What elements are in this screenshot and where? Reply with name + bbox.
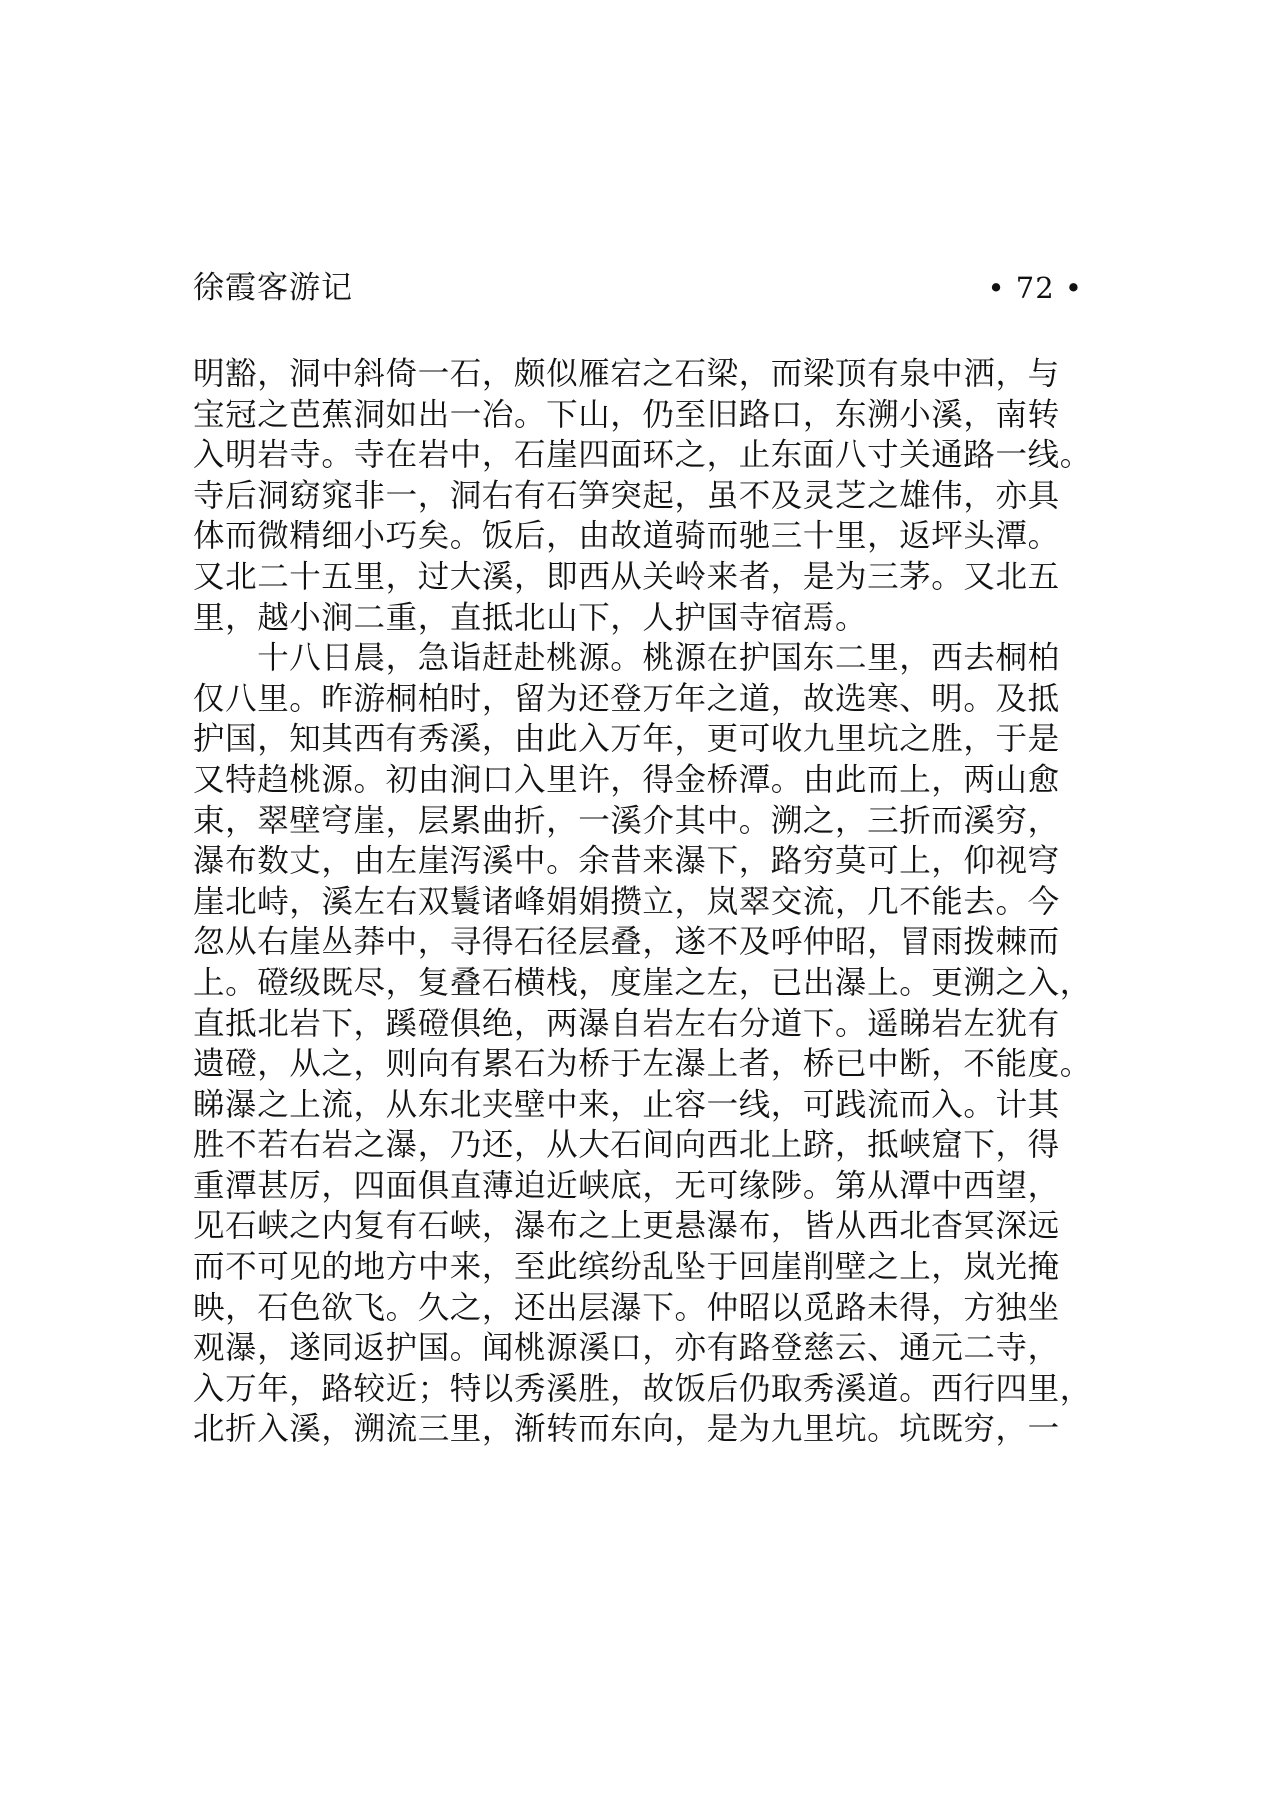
- book-title: 徐霞客游记: [193, 270, 353, 306]
- running-header: [193, 268, 1083, 308]
- text-line: 而不可见的地方中来，至此缤纷乱坠于回崖削壁之上，岚光掩: [193, 1249, 1060, 1286]
- text-line: 胜不若右岩之瀑，乃还，从大石间向西北上跻，抵峡窟下，得: [193, 1127, 1060, 1164]
- text-line: 明豁，洞中斜倚一石，颇似雁宕之石梁，而梁顶有泉中洒，与: [193, 356, 1060, 392]
- text-line: 忽从右崖丛莽中，寻得石径层叠，遂不及呼仲昭，冒雨拨棘而: [193, 924, 1060, 961]
- text-line: 映，石色欲飞。久之，还出层瀑下。仲昭以觅路未得，方独坐: [193, 1289, 1060, 1326]
- text-line: 十八日晨，急诣赶赴桃源。桃源在护国东二里，西去桐柏: [193, 640, 1060, 677]
- text-line: 体而微精细小巧矣。饭后，由故道骑而驰三十里，返坪头潭。: [193, 518, 1060, 555]
- text-line: 直抵北岩下，蹊磴俱绝，两瀑自岩左右分道下。遥睇岩左犹有: [193, 1005, 1060, 1042]
- text-line: 又特趋桃源。初由涧口入里许，得金桥潭。由此而上，两山愈: [193, 761, 1060, 798]
- text-line: 睇瀑之上流，从东北夹壁中来，止容一线，可践流而入。计其: [193, 1086, 1060, 1123]
- text-line: 重潭甚厉，四面俱直薄迫近峡底，无可缘陟。第从潭中西望，: [193, 1167, 1060, 1204]
- text-line: 护国，知其西有秀溪，由此入万年，更可收九里坑之胜，于是: [193, 721, 1060, 758]
- text-line: 又北二十五里，过大溪，即西从关岭来者，是为三茅。又北五: [193, 558, 1060, 595]
- text-line: 观瀑，遂同返护国。闻桃源溪口，亦有路登慈云、通元二寺，: [193, 1330, 1060, 1367]
- text-line: 瀑布数丈，由左崖泻溪中。余昔来瀑下，路穷莫可上，仰视穹: [193, 843, 1060, 880]
- text-line: 北折入溪，溯流三里，渐转而东向，是为九里坑。坑既穷，一: [193, 1411, 1060, 1448]
- body-text: [193, 354, 1103, 1450]
- text-line: 宝冠之芭蕉洞如出一冶。下山，仍至旧路口，东溯小溪，南转: [193, 396, 1060, 433]
- text-line: 寺后洞窈窕非一，洞右有石笋突起，虽不及灵芝之雄伟，亦具: [193, 477, 1060, 514]
- text-line: 见石峡之内复有石峡，瀑布之上更悬瀑布，皆从西北杳冥深远: [193, 1208, 1060, 1245]
- text-line: 遗磴，从之，则向有累石为桥于左瀑上者，桥已中断，不能度。: [193, 1046, 1092, 1083]
- text-line: 里，越小涧二重，直抵北山下，人护国寺宿焉。: [193, 599, 868, 636]
- text-line: 仅八里。昨游桐柏时，留为还登万年之道，故选寒、明。及抵: [193, 680, 1060, 717]
- text-line: 崖北峙，溪左右双鬟诸峰娟娟攒立，岚翠交流，几不能去。今: [193, 883, 1060, 920]
- text-line: 入明岩寺。寺在岩中，石崖四面环之，止东面八寸关通路一线。: [193, 437, 1092, 474]
- text-line: 束，翠壁穹崖，层累曲折，一溪介其中。溯之，三折而溪穷，: [193, 802, 1060, 839]
- text-line: 上。磴级既尽，复叠石横栈，度崖之左，已出瀑上。更溯之入，: [193, 964, 1092, 1001]
- text-line: 入万年，路较近；特以秀溪胜，故饭后仍取秀溪道。西行四里，: [193, 1370, 1092, 1407]
- page-number: • 72 •: [987, 271, 1083, 305]
